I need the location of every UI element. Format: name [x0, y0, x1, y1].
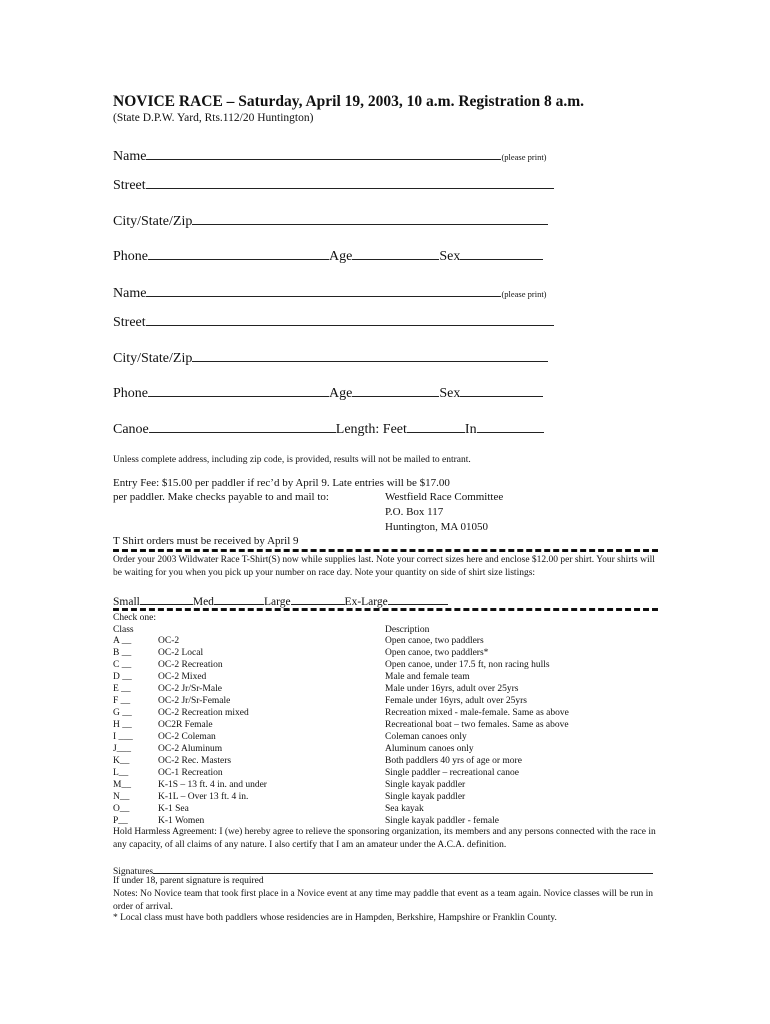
class-code-checkbox[interactable]: K__: [113, 756, 130, 766]
class-code-checkbox[interactable]: H __: [113, 720, 132, 730]
entrant2-street-field[interactable]: [146, 312, 554, 326]
class-code-checkbox[interactable]: D __: [113, 672, 132, 682]
street-label: Street: [113, 178, 146, 193]
class-code-checkbox[interactable]: F __: [113, 696, 131, 706]
size-large-qty-field[interactable]: [291, 593, 345, 605]
please-print-note: (please print): [501, 152, 547, 162]
entrant1-phone-field[interactable]: [148, 246, 329, 260]
class-code-checkbox[interactable]: O__: [113, 804, 130, 814]
class-description: Single kayak paddler: [385, 792, 466, 802]
tshirt-deadline: T Shirt orders must be received by April 9: [113, 535, 299, 547]
class-name: OC-2 Coleman: [158, 732, 216, 742]
class-description: Female under 16yrs, adult over 25yrs: [385, 696, 527, 706]
entrant2-name-row: [113, 283, 547, 302]
length-feet-label: Length: Feet: [335, 422, 407, 437]
entrant2-phone-field[interactable]: [148, 383, 329, 397]
class-name: OC-2 Jr/Sr-Female: [158, 696, 231, 706]
class-name: OC-2 Recreation mixed: [158, 708, 249, 718]
class-name: OC-2 Jr/Sr-Male: [158, 684, 222, 694]
name-label: Name: [113, 149, 147, 164]
class-row: [113, 792, 673, 804]
phone-label: Phone: [113, 386, 148, 401]
hold-harmless-agreement: Hold Harmless Agreement: I (we) hereby agree to relieve the sponsoring organization, its members and any persons connected with the race in any capacity, of all claims of any nature. I also certify that I am an amateur under the A.C.A. definition.: [113, 827, 656, 850]
size-xlarge-qty-field[interactable]: [388, 593, 448, 605]
street-label: Street: [113, 315, 146, 330]
page-title: NOVICE RACE – Saturday, April 19, 2003, 10 a.m. Registration 8 a.m.: [113, 93, 585, 110]
class-name: OC-2 Mixed: [158, 672, 207, 682]
size-med-qty-field[interactable]: [214, 593, 264, 605]
class-row: [113, 648, 673, 660]
page-subtitle: (State D.P.W. Yard, Rts.112/20 Huntington): [113, 112, 314, 124]
class-code-checkbox[interactable]: P__: [113, 816, 128, 826]
class-description: Recreation mixed - male-female. Same as above: [385, 708, 569, 718]
entrant2-sex-field[interactable]: [460, 383, 543, 397]
class-description: Coleman canoes only: [385, 732, 467, 742]
class-name: OC-2: [158, 636, 180, 646]
phone-label: Phone: [113, 249, 148, 264]
name-label: Name: [113, 286, 147, 301]
address-notice: Unless complete address, including zip code, is provided, results will not be mailed to entrant.: [113, 455, 471, 465]
class-code-checkbox[interactable]: L__: [113, 768, 129, 778]
class-row: [113, 684, 673, 696]
class-description: Male under 16yrs, adult over 25yrs: [385, 684, 519, 694]
parent-signature-note: If under 18, parent signature is required: [113, 876, 264, 886]
entrant1-sex-field[interactable]: [460, 246, 543, 260]
entrant1-street-field[interactable]: [146, 175, 554, 189]
entrant2-street-row: [113, 312, 554, 331]
class-row: [113, 720, 673, 732]
description-column-header: Description: [385, 625, 430, 635]
class-row: [113, 780, 673, 792]
class-description: Open canoe, two paddlers*: [385, 648, 489, 658]
sex-label: Sex: [439, 249, 461, 264]
length-in-field[interactable]: [477, 419, 544, 433]
entrant1-city-row: [113, 211, 548, 230]
class-code-checkbox[interactable]: G __: [113, 708, 132, 718]
class-column-header: Class: [113, 625, 134, 635]
class-code-checkbox[interactable]: C __: [113, 660, 132, 670]
check-one-label: Check one:: [113, 613, 157, 623]
size-med-label: Med: [192, 596, 214, 608]
mail-address-line-2: P.O. Box 117: [385, 506, 444, 518]
canoe-field[interactable]: [149, 419, 336, 433]
class-row: [113, 804, 673, 816]
canoe-label: Canoe: [113, 422, 149, 437]
sex-label: Sex: [439, 386, 461, 401]
class-code-checkbox[interactable]: A __: [113, 636, 132, 646]
class-name: K-1S – 13 ft. 4 in. and under: [158, 780, 267, 790]
class-description: Single kayak paddler: [385, 780, 466, 790]
entrant2-age-field[interactable]: [352, 383, 439, 397]
class-code-checkbox[interactable]: I ___: [113, 732, 133, 742]
mail-address-line-3: Huntington, MA 01050: [385, 521, 488, 533]
class-name: OC-2 Local: [158, 648, 204, 658]
class-description: Sea kayak: [385, 804, 424, 814]
class-name: OC-2 Aluminum: [158, 744, 223, 754]
class-description: Male and female team: [385, 672, 470, 682]
entrant2-phone-row: [113, 383, 543, 402]
class-code-checkbox[interactable]: J___: [113, 744, 131, 754]
class-name: OC-2 Rec. Masters: [158, 756, 232, 766]
entrant1-city-field[interactable]: [192, 211, 548, 225]
entrant1-street-row: [113, 175, 554, 194]
class-code-checkbox[interactable]: N__: [113, 792, 130, 802]
class-row: [113, 696, 673, 708]
class-row: [113, 744, 673, 756]
city-label: City/State/Zip: [113, 351, 193, 366]
class-description: Both paddlers 40 yrs of age or more: [385, 756, 522, 766]
size-large-label: Large: [263, 596, 291, 608]
payable-line: per paddler. Make checks payable to and mail to:: [113, 491, 329, 503]
dashed-divider-top: [113, 549, 658, 552]
class-description: Open canoe, two paddlers: [385, 636, 484, 646]
class-name: OC-1 Recreation: [158, 768, 223, 778]
class-description: Single kayak paddler - female: [385, 816, 499, 826]
class-name: K-1L – Over 13 ft. 4 in.: [158, 792, 249, 802]
class-name: K-1 Sea: [158, 804, 189, 814]
class-name: K-1 Women: [158, 816, 205, 826]
class-description: Single paddler – recreational canoe: [385, 768, 519, 778]
class-code-checkbox[interactable]: M__: [113, 780, 131, 790]
signature-label: Signatures: [113, 867, 154, 877]
class-row: [113, 636, 673, 648]
size-small-qty-field[interactable]: [140, 593, 193, 605]
age-label: Age: [329, 386, 353, 401]
entrant1-name-field[interactable]: [146, 146, 501, 160]
class-row: [113, 768, 673, 780]
class-name: OC2R Female: [158, 720, 213, 730]
age-label: Age: [329, 249, 353, 264]
size-small-label: Small: [113, 596, 140, 608]
class-row: [113, 708, 673, 720]
entry-fee-line: Entry Fee: $15.00 per paddler if rec’d by April 9. Late entries will be $17.00: [113, 477, 450, 489]
entrant1-age-field[interactable]: [352, 246, 439, 260]
class-row: [113, 660, 673, 672]
tshirt-order-text: Order your 2003 Wildwater Race T-Shirt(S) now while supplies last. Note your correct sizes here and enclose $12.00 per shirt. Your shirts will be waiting for you when you pick up your number on race day. Note your quantity on side of shirt size listings:: [113, 555, 655, 578]
class-code-checkbox[interactable]: E __: [113, 684, 131, 694]
entrant1-phone-row: [113, 246, 543, 265]
class-row: [113, 732, 673, 744]
dashed-divider-bottom: [113, 608, 658, 611]
canoe-row: [113, 419, 544, 438]
class-description: Recreational boat – two females. Same as above: [385, 720, 569, 730]
class-row: [113, 756, 673, 768]
class-description: Open canoe, under 17.5 ft, non racing hulls: [385, 660, 550, 670]
shirt-size-row: [113, 593, 448, 608]
size-xlarge-label: Ex-Large: [344, 596, 388, 608]
local-class-note: * Local class must have both paddlers whose residencies are in Hampden, Berkshire, Hampshire or Franklin County.: [113, 913, 557, 923]
please-print-note: (please print): [501, 289, 547, 299]
novice-notes: Notes: No Novice team that took first place in a Novice event at any time may paddle that event as a team again. Novice classes will be run in order of arrival.: [113, 889, 654, 912]
class-row: [113, 672, 673, 684]
length-in-label: In: [464, 422, 477, 437]
length-feet-field[interactable]: [407, 419, 465, 433]
entrant2-name-field[interactable]: [146, 283, 501, 297]
class-code-checkbox[interactable]: B __: [113, 648, 132, 658]
signature-field[interactable]: [153, 864, 653, 874]
mail-address-line-1: Westfield Race Committee: [385, 491, 504, 503]
entrant2-city-row: [113, 348, 548, 367]
entrant2-city-field[interactable]: [192, 348, 548, 362]
city-label: City/State/Zip: [113, 214, 193, 229]
class-name: OC-2 Recreation: [158, 660, 223, 670]
class-description: Aluminum canoes only: [385, 744, 474, 754]
entrant1-name-row: [113, 146, 547, 165]
